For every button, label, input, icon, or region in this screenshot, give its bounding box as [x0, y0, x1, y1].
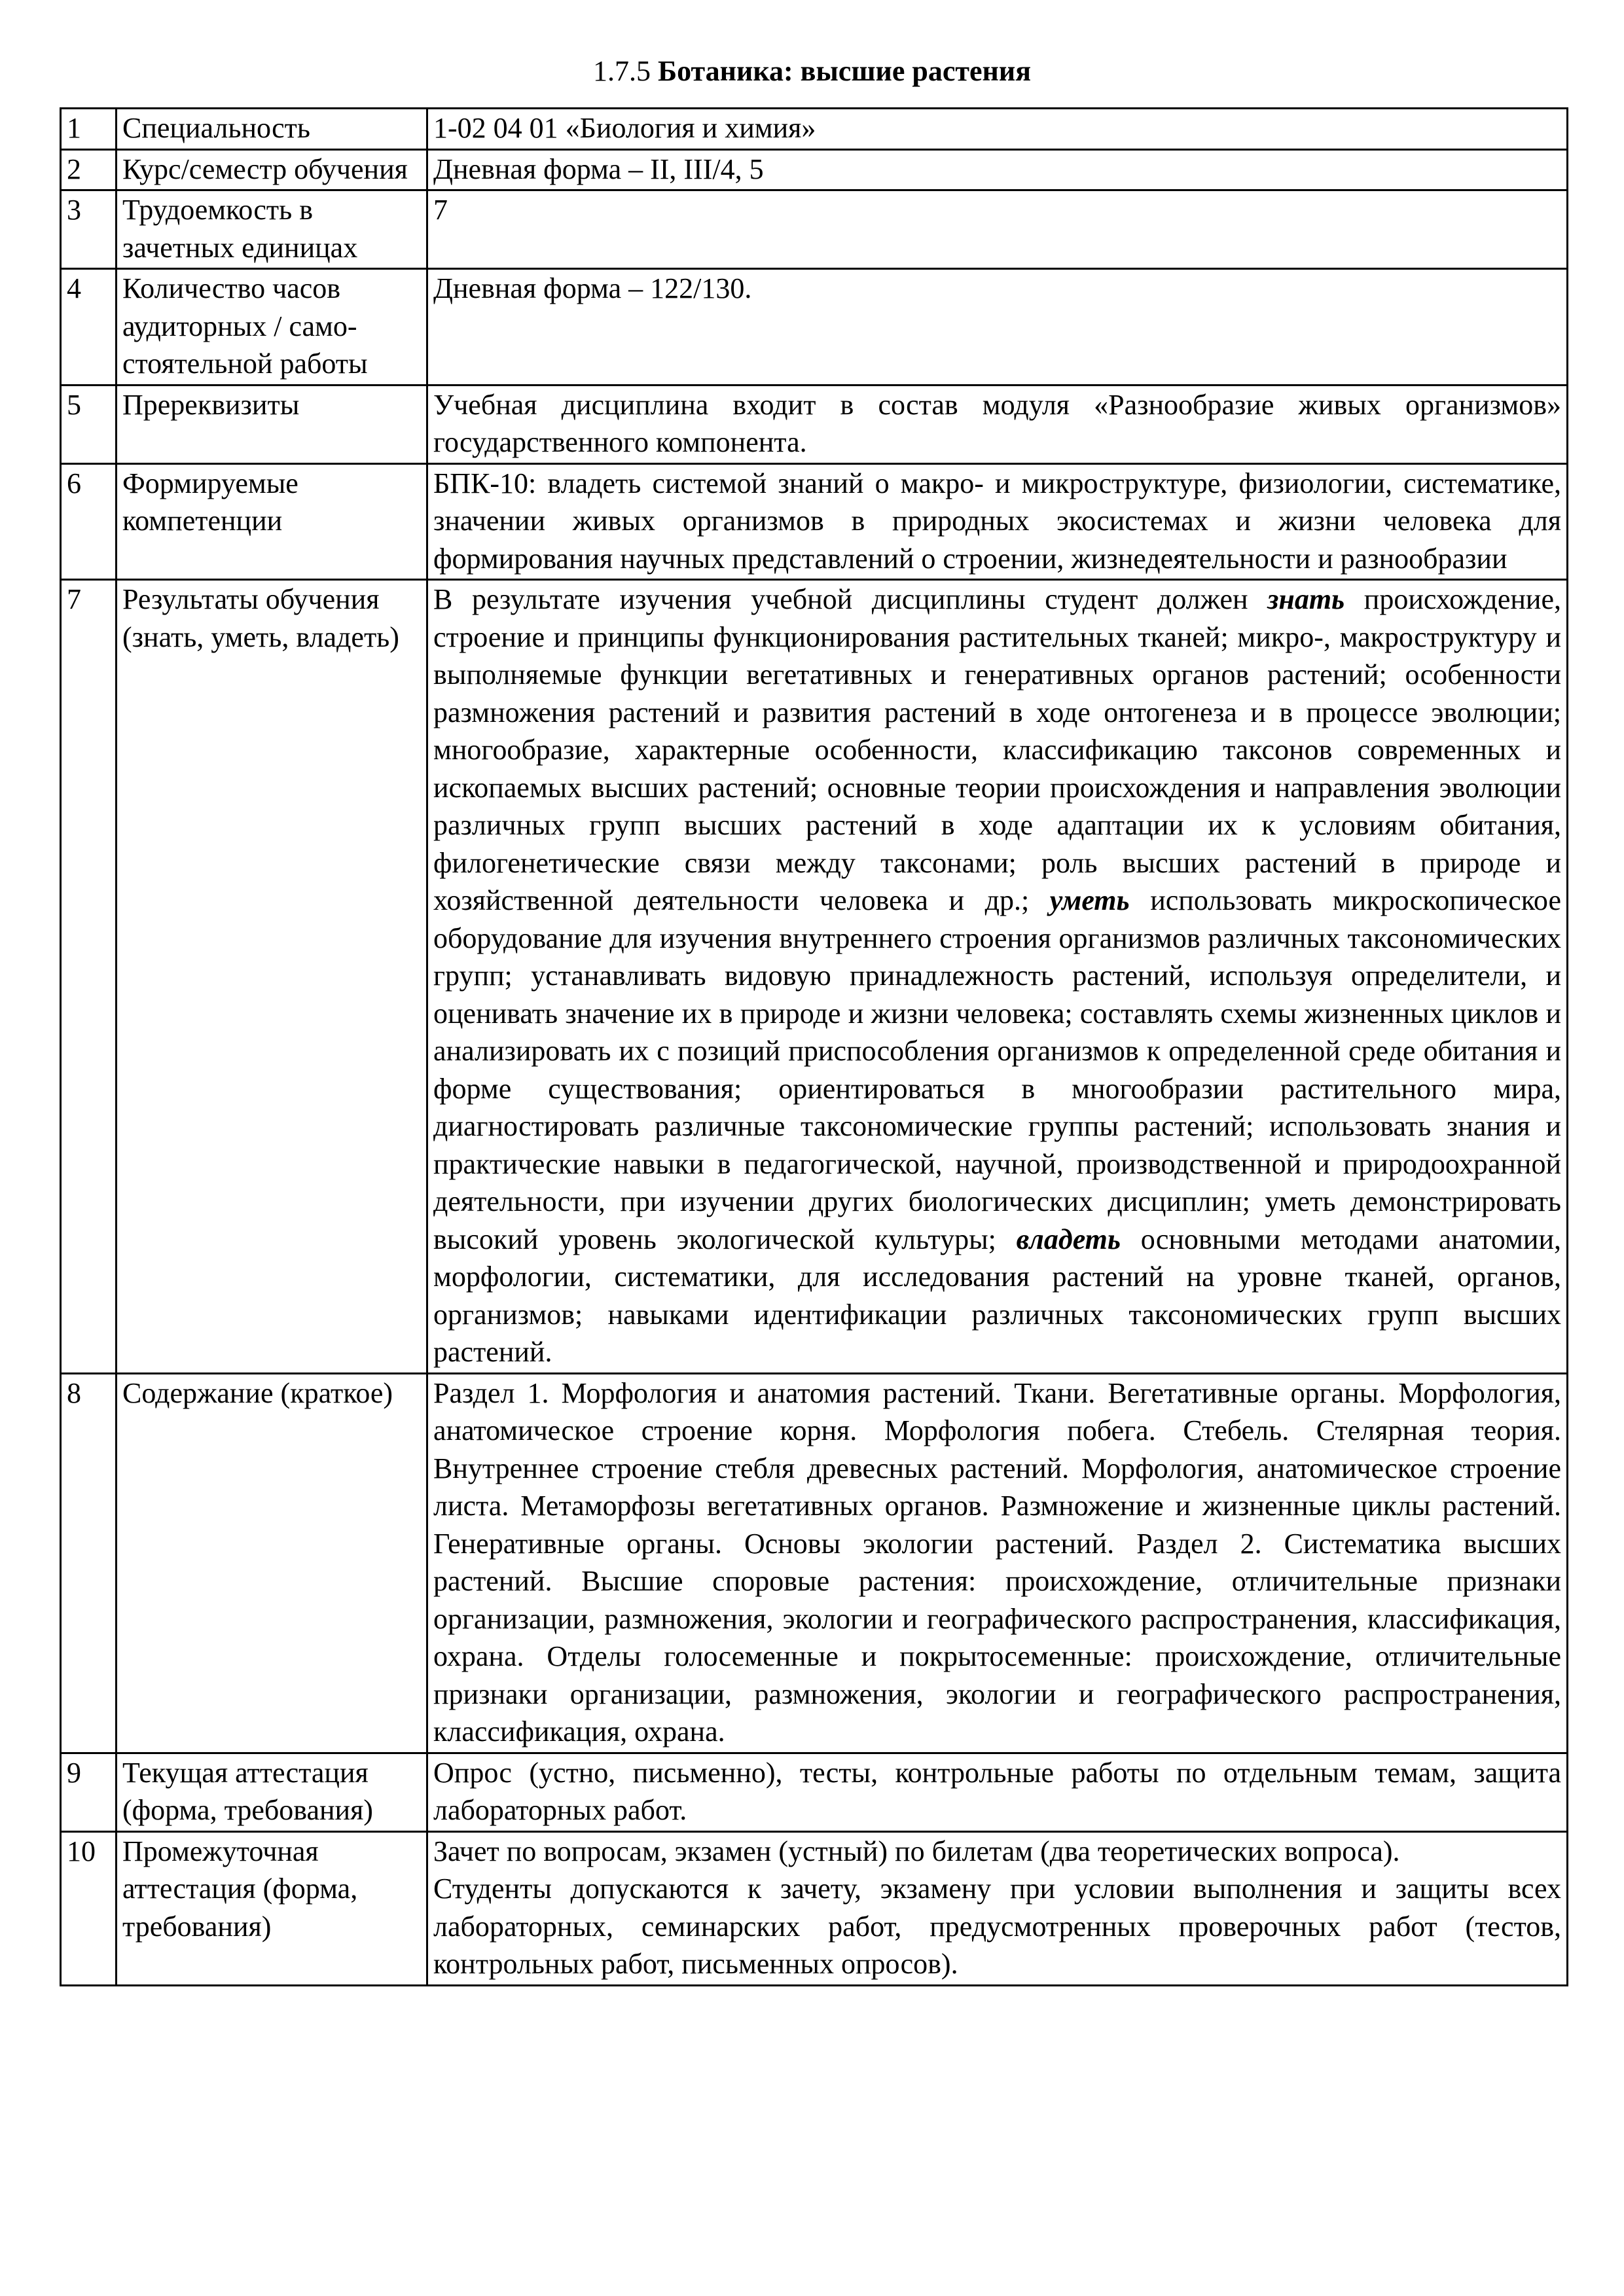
table-row: [61, 580, 1568, 1374]
row-value: Дневная форма – 122/130.: [427, 269, 1568, 386]
discipline-title: Ботаника: высшие растения: [657, 55, 1032, 87]
row-number: 4: [61, 269, 117, 386]
learning-outcomes-text: В результате изучения учебной дисциплины студент должен: [433, 583, 1268, 615]
row-value: БПК-10: владеть системой знаний о макро- и микроструктуре, физиологии, систематике, значении живых организмов в природных экосистемах и жизни человека для формирования научных представлений о строении, жизнедеятельности и разнообразии: [427, 463, 1568, 580]
row-number: 5: [61, 385, 117, 463]
row-value: Учебная дисциплина входит в состав модуля «Разнообразие живых организмов» государственного компонента.: [427, 385, 1568, 463]
learning-outcomes-text: основными методами анатомии, морфологии, систематики, для исследования растений на уровне тканей, органов, организмов; навыками идентификации различных таксономических групп высших растений.: [433, 1223, 1561, 1368]
row-label: Формируемые компетенции: [117, 463, 427, 580]
keyword-master: владеть: [1016, 1223, 1121, 1255]
row-number: 7: [61, 580, 117, 1374]
row-label: Результаты обучения (знать, уметь, владеть): [117, 580, 427, 1374]
row-label: Пререквизиты: [117, 385, 427, 463]
row-label: Трудоемкость в зачетных единицах: [117, 190, 427, 269]
table-row: [61, 269, 1568, 386]
table-row: [61, 385, 1568, 463]
row-value: [427, 1831, 1568, 1985]
table-row: [61, 1831, 1568, 1985]
exam-format-line: Зачет по вопросам, экзамен (устный) по билетам (два теоретических вопроса).: [433, 1835, 1400, 1867]
row-value: 7: [427, 190, 1568, 269]
keyword-know: знать: [1267, 583, 1345, 615]
row-number: 9: [61, 1753, 117, 1831]
admission-requirements-line: Студенты допускаются к зачету, экзамену при условии выполнения и защиты всех лабораторных, семинарских работ, предусмотренных проверочных работ (тестов, контрольных работ, письменных опросов).: [433, 1873, 1561, 1980]
learning-outcomes-text: использовать микроскопическое оборудование для изучения внутреннего строения организмов различных таксономических групп; устанавливать видовую принадлежность растений, используя определители, и оценивать значение их в природе и жизни человека; составлять схемы жизненных циклов и анализировать их с позиций приспособления организмов к определенной среде обитания и форме существования; ориентироваться в многообразии растительного мира, диагностировать различные таксономические группы растений; использовать знания и практические навыки в педагогической, научной, производственной и природоохранной деятельности, при изучении других биологических дисциплин; уметь демонстрировать высокий уровень экологической культуры;: [433, 884, 1561, 1255]
row-value: Опрос (устно, письменно), тесты, контрольные работы по отдельным темам, защита лабораторных работ.: [427, 1753, 1568, 1831]
table-row: [61, 190, 1568, 269]
row-number: 1: [61, 109, 117, 150]
row-label: Промежуточная аттестация (форма, требования): [117, 1831, 427, 1985]
row-value: Дневная форма – II, III/4, 5: [427, 149, 1568, 190]
row-value: [427, 580, 1568, 1374]
row-number: 8: [61, 1373, 117, 1753]
learning-outcomes-text: происхождение, строение и принципы функционирования растительных тканей; микро-, макроструктуру и выполняемые функции вегетативных и генеративных органов растений; особенности размножения растений и развития растений в ходе онтогенеза и в процессе эволюции; многообразие, характерные особенности, классификацию таксонов современных и ископаемых высших растений; основные теории происхождения и направления эволюции различных групп высших растений в ходе адаптации их к условиям обитания, филогенетические связи между таксонами; роль высших растений в природе и хозяйственной деятельности человека и др.;: [433, 583, 1561, 916]
keyword-be-able: уметь: [1049, 884, 1130, 916]
row-number: 2: [61, 149, 117, 190]
row-label: Содержание (краткое): [117, 1373, 427, 1753]
discipline-spec-table: [60, 107, 1568, 1986]
row-value: Раздел 1. Морфология и анатомия растений. Ткани. Вегетативные органы. Морфология, анатомическое строение корня. Морфология побега. Стебель. Стелярная теория. Внутреннее строение стебля древесных растений. Морфология, анатомическое строение листа. Метаморфозы вегетативных органов. Размножение и жизненные циклы растений. Генеративные органы. Основы экологии растений. Раздел 2. Систематика высших растений. Высшие споровые растения: происхождение, отличительные признаки организации, размножения, экологии и географического распространения, классификация, охрана. Отделы голосеменные и покрытосеменные: происхождение, отличительные признаки организации, размножения, экологии и географического распространения, классификация, охрана.: [427, 1373, 1568, 1753]
section-number: 1.7.5: [592, 55, 651, 87]
table-row: [61, 109, 1568, 150]
table-row: [61, 1373, 1568, 1753]
row-label: Текущая аттестация (форма, требования): [117, 1753, 427, 1831]
row-number: 10: [61, 1831, 117, 1985]
row-value: 1-02 04 01 «Биология и химия»: [427, 109, 1568, 150]
page-title: [0, 54, 1624, 89]
row-number: 6: [61, 463, 117, 580]
row-label: Курс/семестр обучения: [117, 149, 427, 190]
table-row: [61, 463, 1568, 580]
table-row: [61, 149, 1568, 190]
row-label: Количество часов аудиторных / самостоятельной работы: [117, 269, 427, 386]
table-row: [61, 1753, 1568, 1831]
row-label: Специальность: [117, 109, 427, 150]
row-number: 3: [61, 190, 117, 269]
